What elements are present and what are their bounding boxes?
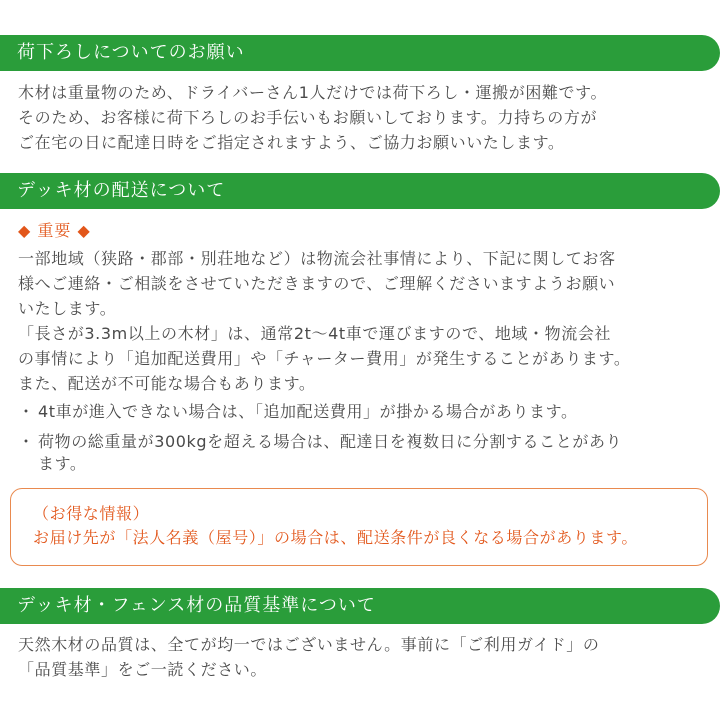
info-box — [10, 488, 708, 566]
section-header-quality: デッキ材・フェンス材の品質基準について — [0, 588, 720, 624]
bullet-mark: ・ — [18, 402, 35, 421]
text-line: ご在宅の日に配達日時をご指定されますよう、ご協力お願いいたします。 — [18, 133, 565, 152]
text-line: そのため、お客様に荷下ろしのお手伝いもお願いしております。力持ちの方が — [18, 108, 598, 127]
bullet-text: ます。 — [38, 454, 87, 473]
bullet-mark: ・ — [18, 432, 35, 451]
text-line: いたします。 — [18, 299, 117, 318]
bullet-text: 荷物の総重量が300kgを超える場合は、配達日を複数日に分割することがあり — [38, 432, 623, 451]
section-header-unloading: 荷下ろしについてのお願い — [0, 35, 720, 71]
info-heading: （お得な情報） — [33, 504, 150, 523]
text-line: の事情により「追加配送費用」や「チャーター費用」が発生することがあります。 — [18, 349, 631, 368]
text-line: 天然木材の品質は、全てが均一ではございません。事前に「ご利用ガイド」の — [18, 635, 600, 654]
bullet-text: 4t車が進入できない場合は、「追加配送費用」が掛かる場合があります。 — [38, 402, 578, 421]
text-line: 様へご連絡・ご相談をさせていただきますので、ご理解くださいますようお願い — [18, 274, 616, 293]
unloading-paragraph — [18, 80, 708, 155]
text-line: 「長さが3.3m以上の木材」は、通常2t〜4t車で運びますので、地域・物流会社 — [18, 324, 612, 343]
text-line: 一部地域（狭路・郡部・別荘地など）は物流会社事情により、下記に関してお客 — [18, 249, 616, 268]
bullet-item — [18, 431, 708, 475]
info-text: お届け先が「法人名義（屋号）」の場合は、配送条件が良くなる場合があります。 — [33, 528, 638, 547]
section-header-delivery: デッキ材の配送について — [0, 173, 720, 209]
delivery-bullet-list — [18, 401, 708, 475]
important-label: ◆ 重要 ◆ — [18, 221, 91, 240]
delivery-paragraph — [18, 246, 708, 396]
text-line: また、配送が不可能な場合もあります。 — [18, 374, 316, 393]
text-line: 「品質基準」をご一読ください。 — [18, 660, 268, 679]
text-line: 木材は重量物のため、ドライバーさん1人だけでは荷下ろし・運搬が困難です。 — [18, 83, 608, 102]
quality-paragraph — [18, 632, 708, 682]
bullet-item — [18, 401, 708, 423]
